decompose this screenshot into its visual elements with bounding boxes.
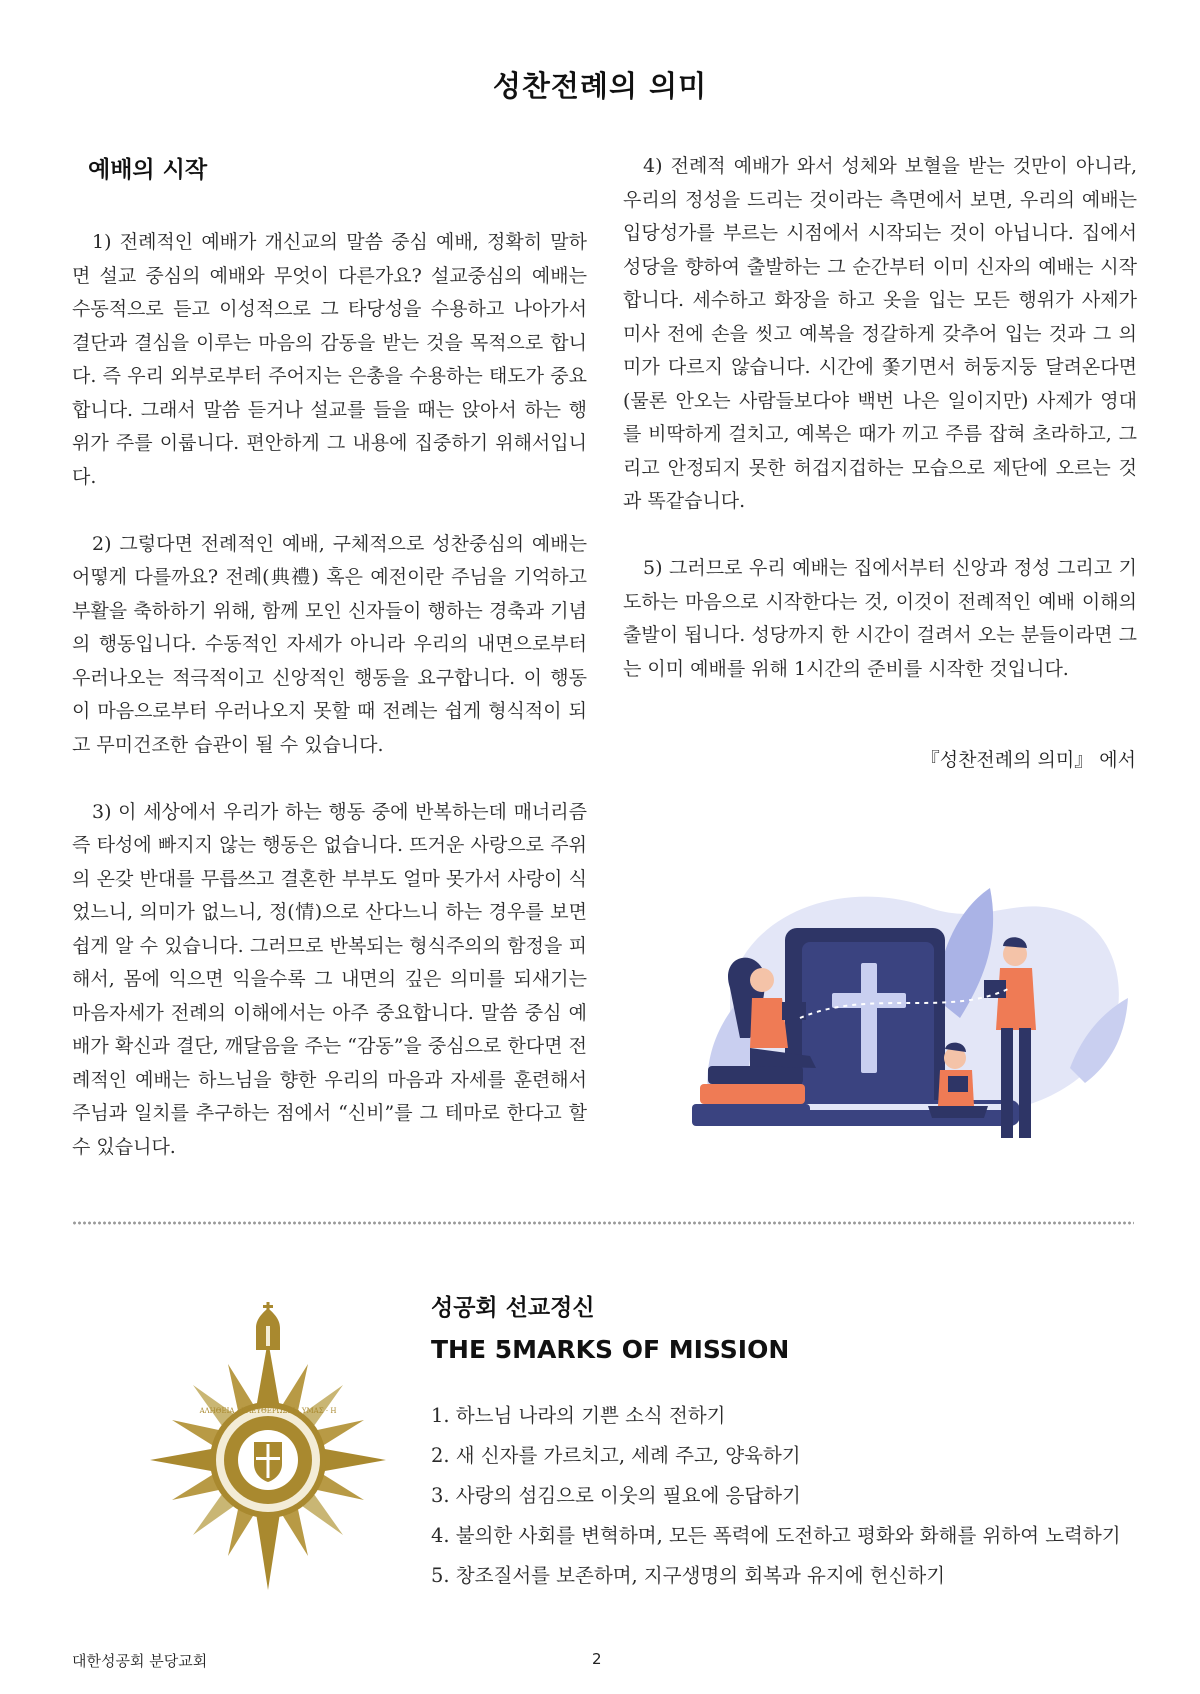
left-column [72, 150, 587, 1164]
bible-book [785, 928, 945, 1118]
bible-reading-illustration [690, 868, 1130, 1148]
section-heading: 예배의 시작 [88, 157, 208, 183]
section-divider [72, 1220, 1134, 1226]
paragraph-5: 5) 그러므로 우리 예배는 집에서부터 신앙과 정성 그리고 기도하는 마음으로 시작한다는 것, 이것이 전례적인 예배 이해의 출발이 됩니다. 성당까지 한 시간이 걸려서 오는 분들이라면 그는 이미 예배를 위해 1시간의 준비를 시작한 것입니다. [623, 557, 1137, 680]
list-item: 2. 새 신자를 가르치고, 세례 주고, 양육하기 [431, 1444, 801, 1467]
anglican-compass-rose-emblem [148, 1300, 388, 1595]
right-column [623, 150, 1137, 686]
mission-title: 성공회 선교정신 [431, 1295, 595, 1321]
page-title: 성찬전례의 의미 [492, 69, 708, 103]
paragraph-1: 1) 전례적인 예배가 개신교의 말씀 중심 예배, 정확히 말하면 설교 중심의 예배와 무엇이 다른가요? 설교중심의 예배는 수동적으로 듣고 이성적으로 그 타당성을 수용하고 나아가서 결단과 결심을 이루는 마음의 감동을 받는 것을 목적으로 합니다. 즉 우리 외부로부터 주어지는 은총을 수용하는 태도가 중요합니다. 그래서 말씀 듣거나 설교를 들을 때는 앉아서 하는 행위가 주를 이룹니다. 편안하게 그 내용에 집중하기 위해서입니다. [72, 231, 587, 488]
paragraph-4: 4) 전례적 예배가 와서 성체와 보혈을 받는 것만이 아니라, 우리의 정성을 드리는 것이라는 측면에서 보면, 우리의 예배는 입당성가를 부르는 시점에서 시작되는 것이 아닙니다. 집에서 성당을 향하여 출발하는 그 순간부터 이미 신자의 예배는 시작합니다. 세수하고 화장을 하고 옷을 입는 모든 행위가 사제가 미사 전에 손을 씻고 예복을 정갈하게 갖추어 입는 것과 그 의미가 다르지 않습니다. 시간에 쫓기면서 허둥지둥 달려온다면(물론 안오는 사람들보다야 백번 나은 일이지만) 사제가 영대를 비딱하게 걸치고, 예복은 때가 끼고 주름 잡혀 초라하고, 그리고 안정되지 못한 허겁지겁하는 모습으로 제단에 오르는 것과 똑같습니다. [623, 155, 1137, 512]
mission-section [431, 1288, 1131, 1596]
footer-church-name: 대한성공회 분당교회 [72, 1652, 208, 1670]
page-number: 2 [592, 1650, 602, 1668]
paragraph-2: 2) 그렇다면 전례적인 예배, 구체적으로 성찬중심의 예배는 어떻게 다를까요? 전례(典禮) 혹은 예전이란 주님을 기억하고 부활을 축하하기 위해, 함께 모인 신자들이 행하는 경축과 기념의 행동입니다. 수동적인 자세가 아니라 우리의 내면으로부터 우러나오는 적극적이고 신앙적인 행동을 요구합니다. 이 행동이 마음으로부터 우러나오지 못할 때 전례는 쉽게 형식적이 되고 무미건조한 습관이 될 수 있습니다. [72, 532, 587, 756]
source-citation: 『성찬전례의 의미』 에서 [920, 749, 1136, 771]
mission-list [431, 1396, 1131, 1596]
emblem-motto: ΑΛΗΘΕΙΑ · ΕΛΕΥΘΕΡΩΣΕΙ · ΥΜΑΣ · Η [199, 1407, 337, 1415]
list-item: 4. 불의한 사회를 변혁하며, 모든 폭력에 도전하고 평화와 화해를 위하여 노력하기 [431, 1524, 1121, 1547]
list-item: 3. 사랑의 섬김으로 이웃의 필요에 응답하기 [431, 1484, 801, 1507]
mitre-icon [256, 1302, 280, 1350]
paragraph-3: 3) 이 세상에서 우리가 하는 행동 중에 반복하는데 매너리즘 즉 타성에 빠지지 않는 행동은 없습니다. 뜨거운 사랑으로 주위의 온갖 반대를 무릅쓰고 결혼한 부부도 얼마 못가서 사랑이 식었느니, 의미가 없느니, 정(情)으로 산다느니 하는 경우를 보면 쉽게 알 수 있습니다. 그러므로 반복되는 형식주의의 함정을 피해서, 몸에 익으면 익을수록 그 내면의 깊은 의미를 되새기는 마음자세가 전례의 이해에서는 아주 중요합니다. 말씀 중심 예배가 확신과 결단, 깨달음을 주는 “감동”을 중심으로 한다면 전례적인 예배는 하느님을 향한 우리의 마음과 자세를 훈련해서 주님과 일치를 추구하는 점에서 “신비”를 그 테마로 한다고 할 수 있습니다. [72, 800, 587, 1158]
list-item: 5. 창조질서를 보존하며, 지구생명의 회복과 유지에 헌신하기 [431, 1564, 946, 1587]
list-item: 1. 하느님 나라의 기쁜 소식 전하기 [431, 1404, 726, 1427]
book-stack [692, 1066, 810, 1126]
mission-subtitle: THE 5MARKS OF MISSION [431, 1335, 790, 1364]
